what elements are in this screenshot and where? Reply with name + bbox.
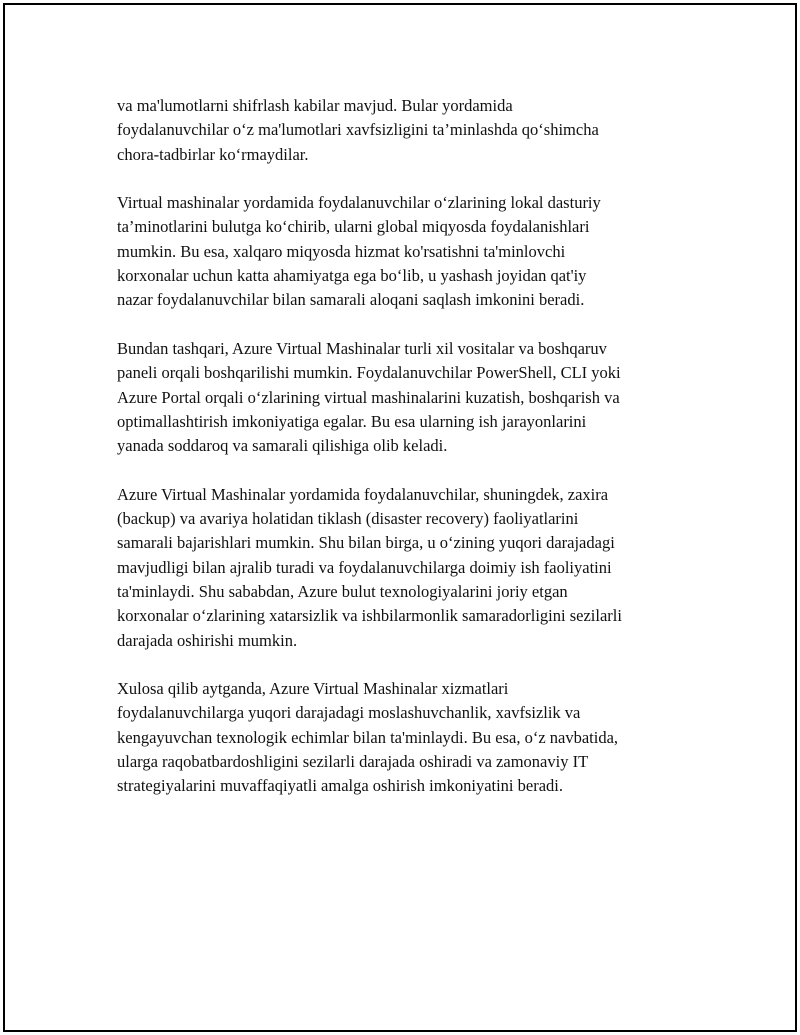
paragraph-virtual-machine-migration: Virtual mashinalar yordamida foydalanuvchilar o‘zlarining lokal dasturiy ta’minotlarini bulutga ko‘chirib, ularni global miqyosda foydalanishlari mumkin. Bu esa, xalqaro miqyosda hizmat ko'rsatishni ta'minlovchi korxonalar uchun katta ahamiyatga ega bo‘lib, u yashash joyidan qat'iy nazar foydalanuvchilar bilan samarali aloqani saqlash imkonini beradi. xyxy=(117,193,601,310)
paragraph-management-tools: Bundan tashqari, Azure Virtual Mashinalar turli xil vositalar va boshqaruv paneli orqali boshqarilishi mumkin. Foydalanuvchilar PowerShell, CLI yoki Azure Portal orqali o‘zlarining virtual mashinalarini kuzatish, boshqarish va optimallashtirish imkoniyatiga egalar. Bu esa ularning ish jarayonlarini yanada soddaroq va samarali qilishiga olib keladi. xyxy=(117,338,621,456)
document-body xyxy=(117,94,697,823)
paragraph-summary: Xulosa qilib aytganda, Azure Virtual Mashinalar xizmatlari foydalanuvchilarga yuqori darajadagi moslashuvchanlik, xavfsizlik va kengayuvchan texnologik echimlar bilan ta'minlaydi. Bu esa, o‘z navbatida, ularga raqobatbardoshligini sezilarli darajada oshiradi va zamonaviy IT strategiyalarini muvaffaqiyatli amalga oshirish imkoniyatini beradi. xyxy=(117,679,619,796)
paragraph-encryption-conclusion: va ma'lumotlarni shifrlash kabilar mavjud. Bular yordamida foydalanuvchilar o‘z ma'lumotlari xavfsizligini ta’minlashda qo‘shimcha chora-tadbirlar ko‘rmaydilar. xyxy=(117,96,599,164)
paragraph-backup-recovery: Azure Virtual Mashinalar yordamida foydalanuvchilar, shuningdek, zaxira (backup) va avariya holatidan tiklash (disaster recovery) faoliyatlarini samarali bajarishlari mumkin. Shu bilan birga, u o‘zining yuqori darajadagi mavjudligi bilan ajralib turadi va foydalanuvchilarga doimiy ish faoliyatini ta'minlaydi. Shu sababdan, Azure bulut texnologiyalarini joriy etgan korxonalar o‘zlarining xatarsizlik va ishbilarmonlik samaradorligini sezilarli darajada oshirishi mumkin. xyxy=(117,484,622,650)
